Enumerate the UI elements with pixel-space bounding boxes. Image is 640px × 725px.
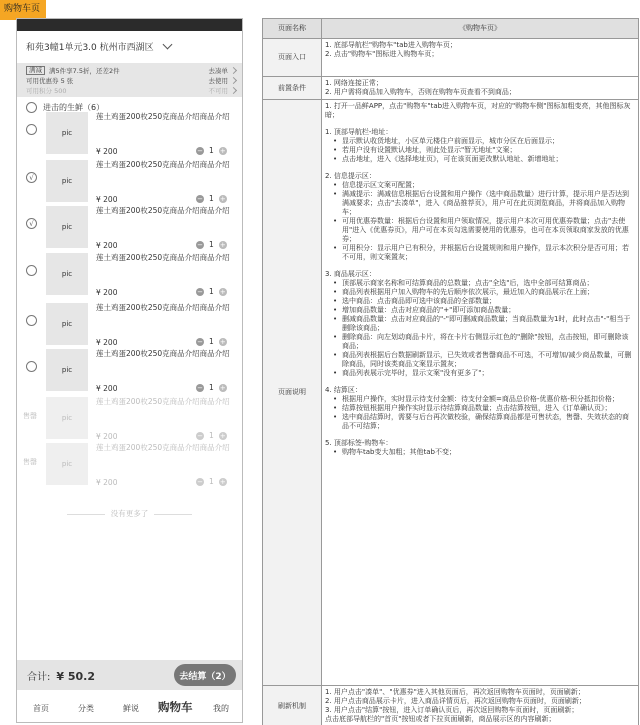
spec-key: 页面说明 — [263, 100, 322, 686]
product-image[interactable]: pic — [46, 443, 88, 485]
phone-mockup — [16, 18, 243, 723]
spec-section: 3. 商品展示区： — [325, 270, 376, 278]
quantity-value: 1 — [209, 240, 214, 249]
product-image[interactable]: pic — [46, 112, 88, 154]
checkout-button[interactable]: 去结算（2） — [174, 664, 236, 686]
spec-section: 2. 信息提示区： — [325, 172, 376, 180]
spec-line: 3. 用户点击"结算"按钮，进入订单确认页后，再次返回购物车页面时，页面刷新； — [325, 706, 579, 714]
spec-bullet: • 商品列表展示完毕时，显示文案"没有更多了"； — [333, 369, 635, 378]
product-price: ¥ 200 — [96, 478, 118, 487]
plus-button[interactable]: + — [219, 383, 226, 392]
quantity-stepper — [196, 383, 227, 392]
product-name[interactable]: 莲土鸡蛋200枚250克商品介绍商品介绍 — [96, 253, 230, 262]
cart-item[interactable] — [17, 349, 242, 395]
spec-table — [262, 18, 639, 725]
chevron-right-icon — [230, 87, 237, 94]
plus-button[interactable]: + — [219, 287, 226, 296]
spec-bullet: • 满减提示：满减信息根据后台设置和用户操作（选中商品数量）进行计算，提示用户是否达到满减要求；点击"去凑单"，进入《商品推荐页》，用户可在此页浏览商品，并将商品加入购物车； — [333, 190, 635, 217]
spec-description-row — [263, 100, 639, 686]
spec-line: 点击底部导航栏的"首页"按钮或者下拉页面刷新，商品展示区的内容刷新； — [325, 715, 556, 723]
spec-line: 2. 用户需将商品加入购物车，否则在购物车页查看不到商品； — [325, 88, 516, 96]
promo-action-label[interactable]: 去凑单 — [208, 67, 228, 75]
total-value: ¥ 50.2 — [56, 669, 95, 683]
spec-line: 1. 用户点击"凑单"、"优惠券"进入其他页面后，再次返回购物车页面时，页面刷新； — [325, 688, 585, 696]
item-select-radio[interactable]: √ — [26, 218, 37, 229]
points-row — [26, 86, 236, 95]
quantity-stepper — [196, 337, 227, 346]
coupon-action-label[interactable]: 去使用 — [208, 77, 228, 85]
product-image[interactable]: pic — [46, 253, 88, 295]
quantity-value: 1 — [209, 431, 214, 440]
product-name[interactable]: 莲土鸡蛋200枚250克商品介绍商品介绍 — [96, 206, 230, 215]
spec-bullet: • 显示默认收货地址，小区单元楼住户前面显示，城市分区在后面显示； — [333, 137, 635, 146]
spec-bullet-list — [325, 279, 635, 378]
spec-bullet: • 点击地址，进入《选择地址页》，可在该页面更改默认地址、新增地址； — [333, 155, 635, 164]
quantity-value: 1 — [209, 194, 214, 203]
address-bar[interactable] — [17, 31, 242, 61]
quantity-value: 1 — [209, 477, 214, 486]
cart-item[interactable] — [17, 112, 242, 158]
spec-bullet: • 可用优惠券数量：根据后台设置和用户领取情况，提示用户本次可用优惠券数量；点击"去使用"进入《优惠券页》，用户可在本页勾选需要使用的优惠券，也可在本页领取商家发放的优惠券； — [333, 217, 635, 244]
plus-button[interactable]: + — [219, 337, 226, 346]
spec-bullet: • 可用积分：显示用户已有积分，并根据后台设置规则和用户操作，显示本次积分是否可用；若不可用，则文案置灰； — [333, 244, 635, 262]
tab-cart[interactable]: 购物车 — [158, 700, 193, 714]
spec-line: 2. 用户点击商品展示卡片，进入商品详情页后，再次返回购物车页面时，页面刷新； — [325, 697, 586, 705]
product-name[interactable]: 莲土鸡蛋200枚250克商品介绍商品介绍 — [96, 160, 230, 169]
spec-refresh-row — [263, 686, 639, 725]
item-select-radio[interactable] — [26, 124, 37, 135]
minus-button[interactable]: − — [197, 337, 203, 346]
minus-button[interactable]: − — [197, 146, 203, 155]
product-price: ¥ 200 — [96, 241, 118, 250]
divider — [154, 514, 192, 515]
chevron-right-icon[interactable] — [230, 67, 237, 74]
product-image[interactable]: pic — [46, 206, 88, 248]
spec-bullet-list — [325, 137, 635, 164]
quantity-stepper — [196, 146, 227, 155]
sold-out-label: 售罄 — [23, 458, 37, 466]
spec-line: 1. 底部导航栏"购物车"tab进入购物车页； — [325, 41, 457, 49]
spec-bullet: • 选中商品：点击商品即可选中该商品的全部数量； — [333, 297, 635, 306]
item-select-radio[interactable] — [26, 265, 37, 276]
spec-key: 页面名称 — [263, 19, 322, 39]
promo-tag: 满减 — [26, 66, 45, 75]
spec-value — [322, 77, 639, 100]
spec-value — [322, 39, 639, 77]
spec-bullet: • 结算按钮根据用户操作实时显示待结算商品数量；点击结算按钮，进入《订单确认页》； — [333, 404, 635, 413]
total-amount — [27, 668, 95, 683]
spec-bullet-list — [325, 395, 635, 431]
spec-key: 前置条件 — [263, 77, 322, 100]
spec-bullet: • 根据用户操作，实时显示待支付金额：待支付金额=商品总价格-优惠价格-积分抵扣价格； — [333, 395, 635, 404]
points-action-label: 不可用 — [208, 87, 228, 95]
no-more-indicator — [17, 508, 242, 519]
minus-button[interactable]: − — [197, 240, 203, 249]
tab-mine[interactable]: 我的 — [213, 703, 229, 713]
spec-bullet: • 购物车tab变大加粗；其他tab不变； — [333, 448, 635, 457]
spec-bullet: • 商品列表根据用户加入购物车的先后顺序依次展示，最近加入的商品展示在上面； — [333, 288, 635, 297]
promo-action[interactable] — [209, 66, 237, 75]
product-name[interactable]: 莲土鸡蛋200枚250克商品介绍商品介绍 — [96, 443, 230, 452]
cart-item[interactable] — [17, 160, 242, 206]
spec-key: 刷新机制 — [263, 686, 322, 725]
quantity-stepper — [196, 477, 227, 486]
spec-line: 2. 点击"购物车"图标进入购物车页； — [325, 50, 439, 58]
spec-line: 1. 网络连接正常； — [325, 79, 383, 87]
chevron-right-icon[interactable] — [230, 77, 237, 84]
product-name[interactable]: 莲土鸡蛋200枚250克商品介绍商品介绍 — [96, 303, 230, 312]
product-image[interactable]: pic — [46, 303, 88, 345]
plus-button[interactable]: + — [219, 240, 226, 249]
address-text[interactable]: 和苑3幢1单元3.0 杭州市西湖区 — [26, 42, 154, 53]
plus-button[interactable]: + — [219, 194, 226, 203]
quantity-value: 1 — [209, 146, 214, 155]
spec-bullet: • 信息提示区文案可配置； — [333, 181, 635, 190]
item-select-radio[interactable]: √ — [26, 172, 37, 183]
spec-bullet-list — [325, 448, 635, 457]
status-bar — [17, 19, 242, 31]
plus-button[interactable]: + — [219, 146, 226, 155]
product-price: ¥ 200 — [96, 338, 118, 347]
coupon-text: 可用优惠券 5 张 — [26, 77, 74, 85]
spec-value: 《购物车页》 — [322, 19, 639, 39]
promo-text: 满5件享7.5折，还差2件 — [49, 67, 120, 75]
product-price: ¥ 200 — [96, 432, 118, 441]
spec-section: 4. 结算区： — [325, 386, 362, 394]
points-action — [209, 86, 237, 95]
divider — [67, 514, 105, 515]
cart-item-sold-out[interactable] — [17, 443, 242, 489]
product-image[interactable]: pic — [46, 160, 88, 202]
item-select-radio[interactable] — [26, 315, 37, 326]
points-text: 可用积分 500 — [26, 87, 67, 95]
info-panel — [17, 63, 242, 97]
spec-bullet-list — [325, 181, 635, 262]
spec-bullet: • 删减商品数量：点击对应商品的"-"即可删减商品数量；当商品数量为1时，此时点击"-"相当于删除该商品； — [333, 315, 635, 333]
checkout-bar — [17, 660, 242, 690]
quantity-stepper — [196, 194, 227, 203]
product-name[interactable]: 莲土鸡蛋200枚250克商品介绍商品介绍 — [96, 349, 230, 358]
store-name: 进击的生鲜（6） — [43, 102, 105, 112]
quantity-value: 1 — [209, 337, 214, 346]
item-select-radio[interactable] — [26, 361, 37, 372]
minus-button: − — [197, 431, 203, 440]
quantity-stepper — [196, 287, 227, 296]
spec-precondition-row — [263, 77, 639, 100]
cart-item-sold-out[interactable] — [17, 397, 242, 443]
minus-button[interactable]: − — [197, 383, 203, 392]
chevron-down-icon[interactable] — [162, 39, 172, 49]
spec-value — [322, 100, 639, 686]
coupon-action[interactable] — [209, 76, 237, 85]
spec-entry-row — [263, 39, 639, 77]
spec-bullet: • 选中商品结算时，需要与后台再次做校验，确保结算商品都是可售状态，售罄、失效状态的商品不可结算； — [333, 413, 635, 431]
cart-item[interactable] — [17, 253, 242, 299]
spec-section: 1. 顶部导航栏-地址： — [325, 128, 393, 136]
plus-button: + — [219, 477, 226, 486]
coupon-row — [26, 76, 236, 85]
quantity-value: 1 — [209, 383, 214, 392]
product-image[interactable]: pic — [46, 397, 88, 439]
product-image[interactable]: pic — [46, 349, 88, 391]
spec-value — [322, 686, 639, 725]
cart-item[interactable] — [17, 303, 242, 349]
plus-button: + — [219, 431, 226, 440]
spec-intro: 1. 打开一品鲜APP，点击"购物车"tab进入购物车页，对应的"购物车侧"图标加粗变亮，其他图标灰暗； — [325, 102, 631, 119]
quantity-value: 1 — [209, 287, 214, 296]
spec-bullet: • 增加商品数量：点击对应商品的"+"即可添加商品数量； — [333, 306, 635, 315]
no-more-text: 没有更多了 — [110, 509, 149, 518]
minus-button: − — [197, 477, 203, 486]
quantity-stepper — [196, 431, 227, 440]
total-label: 合计: — [27, 671, 51, 683]
product-name[interactable]: 莲土鸡蛋200枚250克商品介绍商品介绍 — [96, 112, 230, 121]
tab-category[interactable]: 分类 — [78, 703, 94, 713]
spec-bullet: • 顶部展示商家名称和可结算商品的总数量；点击"全选"后，选中全部可结算商品； — [333, 279, 635, 288]
product-price: ¥ 200 — [96, 288, 118, 297]
spec-header-row — [263, 19, 639, 39]
product-name[interactable]: 莲土鸡蛋200枚250克商品介绍商品介绍 — [96, 397, 230, 406]
spec-section: 5. 顶部标签-购物车： — [325, 439, 393, 447]
product-price: ¥ 200 — [96, 384, 118, 393]
spec-key: 页面入口 — [263, 39, 322, 77]
cart-item[interactable] — [17, 206, 242, 252]
spec-bullet: • 若用户没有设置默认地址，则此处显示"暂无地址"文案； — [333, 146, 635, 155]
product-price: ¥ 200 — [96, 147, 118, 156]
promo-row — [26, 66, 236, 75]
bottom-tab-bar — [17, 697, 242, 719]
tab-fresh-talk[interactable]: 鲜说 — [123, 703, 139, 713]
page-tag: 购物车页 — [0, 0, 46, 20]
minus-button[interactable]: − — [197, 287, 203, 296]
select-all-radio[interactable] — [26, 102, 37, 113]
quantity-stepper — [196, 240, 227, 249]
spec-bullet: • 删除商品：向左划动商品卡片，将在卡片右侧显示红色的"删除"按钮，点击按钮，即可删除该商品； — [333, 333, 635, 351]
spec-bullet: • 商品列表根据后台数据刷新显示，已失效或者售罄商品不可选，不可增加/减少商品数量，可删除商品，同时该类商品文案显示置灰； — [333, 351, 635, 369]
minus-button[interactable]: − — [197, 194, 203, 203]
tab-home[interactable]: 首页 — [33, 703, 49, 713]
product-price: ¥ 200 — [96, 195, 118, 204]
sold-out-label: 售罄 — [23, 412, 37, 420]
